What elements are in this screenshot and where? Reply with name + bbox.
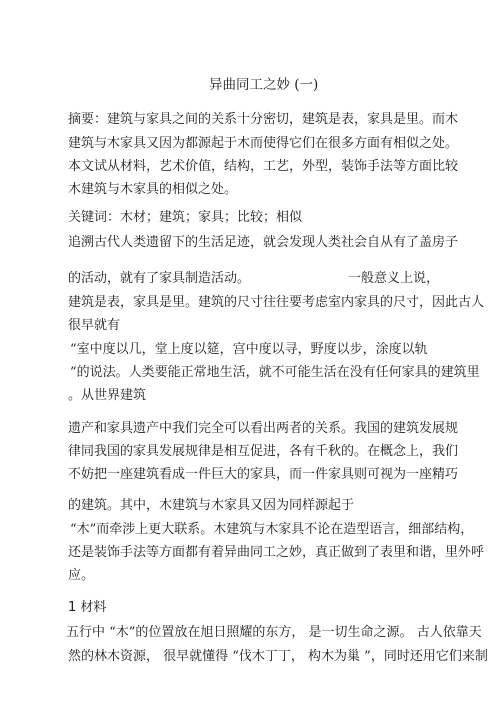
body-line: 追溯古代人类遗留下的生活足迹，就会发现人类社会自从有了盖房子: [68, 235, 459, 250]
keywords-line: 关键词：木材；建筑；家具；比较；相似: [68, 210, 303, 225]
abstract-line: 建筑与木家具又因为都源起于木而使得它们在很多方面有相似之处。: [68, 136, 459, 151]
body-line: 很早就有: [68, 318, 121, 333]
abstract-line: 木建筑与木家具的相似之处。: [68, 182, 238, 197]
section-heading: 1 材料: [68, 600, 107, 615]
body-line: 应。: [68, 568, 95, 583]
abstract-line: 本文试从材料，艺术价值，结构，工艺，外型，装饰手法等方面比较: [68, 159, 459, 174]
body-line: “室中度以几，堂上度以筵，宫中度以寻，野度以步，涂度以轨: [70, 342, 428, 357]
body-line: 。从世界建筑: [68, 388, 147, 403]
body-line: ”的说法。人类要能正常地生活，就不可能生活在没有任何家具的建筑里: [70, 365, 480, 380]
body-line: 的建筑。其中，木建筑与木家具又因为同样源起于: [68, 498, 355, 513]
body-line: 不妨把一座建筑看成一件巨大的家具，而一件家具则可视为一座精巧: [68, 467, 459, 482]
body-line: 建筑是表，家具是里。建筑的尺寸往往要考虑室内家具的尺寸，因此古人: [68, 295, 485, 310]
body-line: 一般意义上说，: [348, 271, 440, 286]
body-line: 然的林木资源， 很早就懂得 “伐木丁丁， 构木为巢 ”，同时还用它们来制: [68, 649, 488, 664]
abstract-line: 摘要：建筑与家具之间的关系十分密切，建筑是表，家具是里。而木: [68, 112, 459, 127]
body-line: 五行中 “木”的位置放在旭日照耀的东方， 是一切生命之源。 古人依靠天: [66, 625, 482, 640]
body-line: “木”而牵涉上更大联系。木建筑与木家具不论在造型语言，细部结构，: [70, 522, 474, 537]
body-line: 遗产和家具遗产中我们完全可以看出两者的关系。我国的建筑发展规: [68, 421, 459, 436]
body-line: 的活动，就有了家具制造活动。: [68, 271, 251, 286]
body-line: 还是装饰手法等方面都有着异曲同工之妙，真正做到了表里和谐，里外呼: [68, 545, 485, 560]
body-line: 律同我国的家具发展规律是相互促进，各有千秋的。在概念上，我们: [68, 444, 459, 459]
document-title: 异曲同工之妙 (一): [209, 77, 319, 93]
